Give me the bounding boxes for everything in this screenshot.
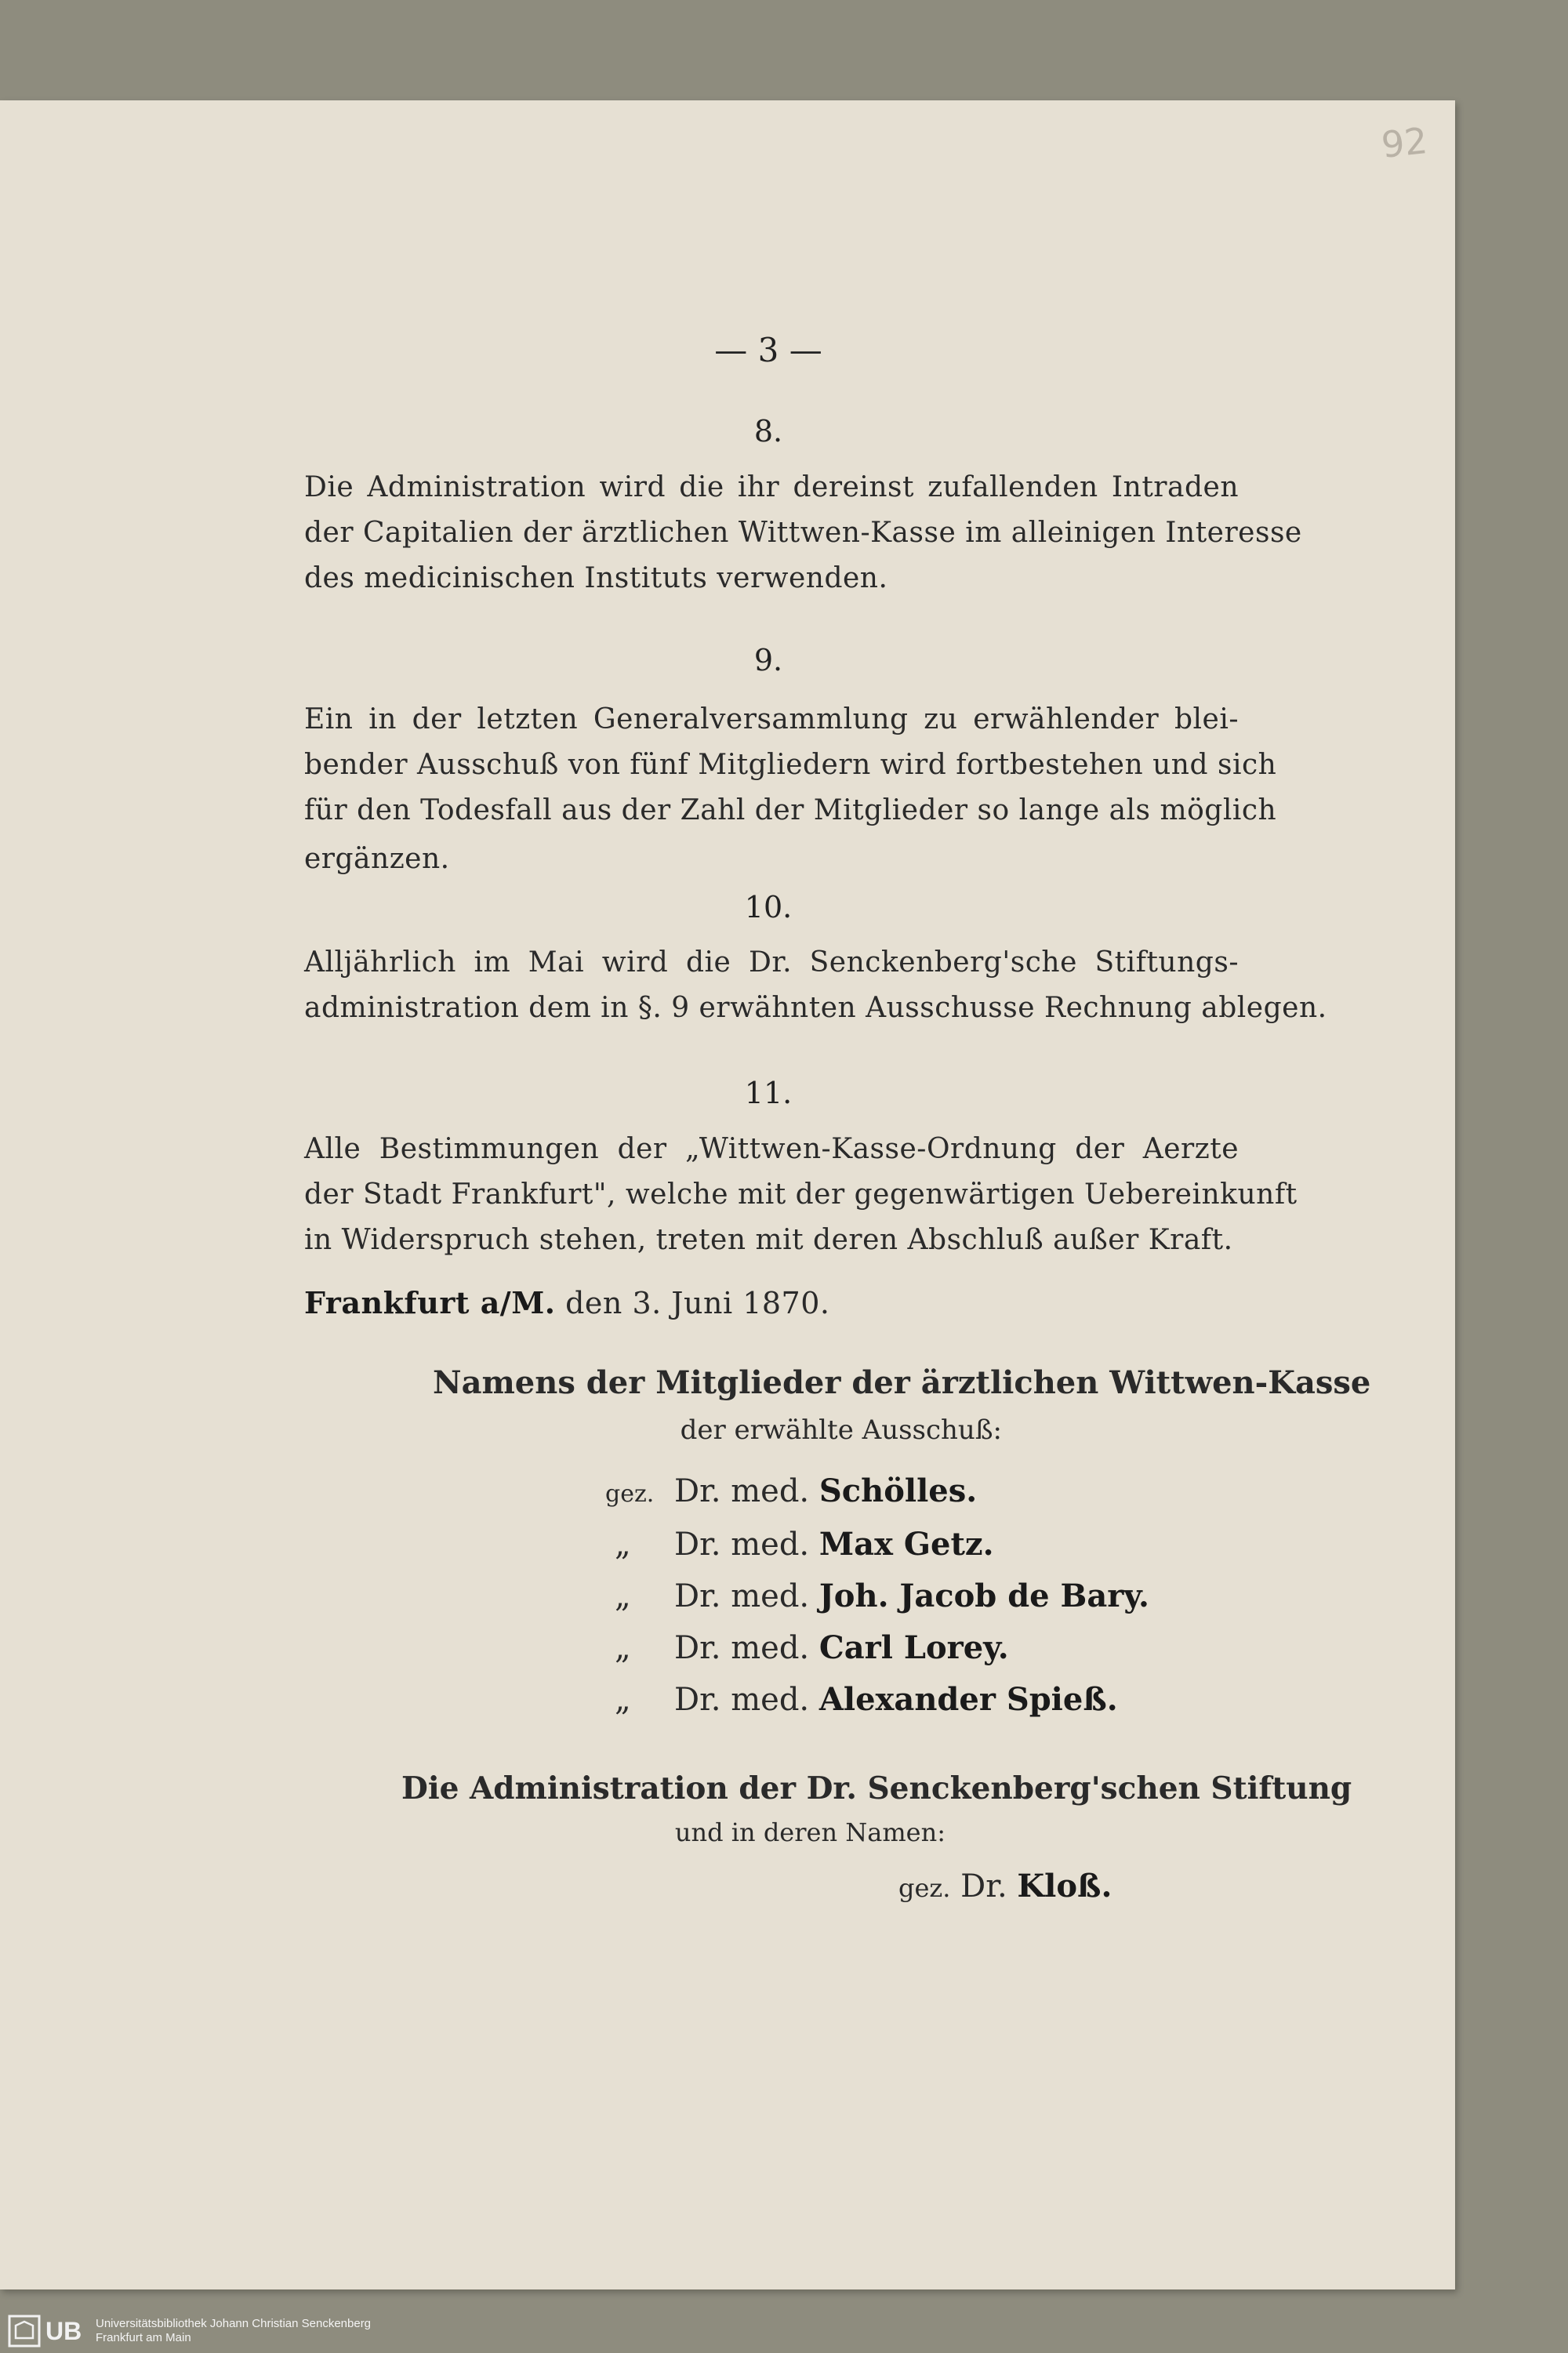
paragraph-line: der Stadt Frankfurt", welche mit der gegenwärtigen Uebereinkunft — [304, 1178, 1298, 1211]
administration-subheading: und in deren Namen: — [674, 1817, 946, 1847]
signatory-prefix: „ — [615, 1682, 631, 1718]
administration-heading: Die Administration der Dr. Senckenberg'schen Stiftung — [401, 1770, 1352, 1807]
signatory-row — [605, 1472, 977, 1509]
signatory-row — [615, 1578, 1149, 1614]
paragraph-line: der Capitalien der ärztlichen Wittwen-Kasse im alleinigen Interesse — [304, 517, 1302, 549]
signatory-prefix: „ — [615, 1630, 631, 1666]
date-line — [304, 1280, 1239, 1327]
paragraph-line: Die Administration wird die ihr dereinst zufallenden Intraden — [304, 471, 1239, 503]
pencil-page-mark: 92 — [1379, 119, 1430, 166]
signatory-name: Kloß. — [1017, 1868, 1112, 1905]
signatory-name: Max Getz. — [818, 1526, 994, 1563]
paragraph-line: des medicinischen Instituts verwenden. — [304, 562, 888, 594]
paragraph-line: bender Ausschuß von fünf Mitgliedern wird fortbestehen und sich — [304, 749, 1277, 781]
paragraph-line: administration dem in §. 9 erwähnten Ausschusse Rechnung ablegen. — [304, 992, 1327, 1024]
page-number: — 3 — — [714, 331, 822, 369]
section-number: 9. — [753, 643, 783, 677]
signatory-title: Dr. med. — [674, 1527, 810, 1563]
signatory-prefix: „ — [615, 1527, 631, 1563]
place-name: Frankfurt a/M. — [304, 1285, 556, 1320]
paragraph-line: in Widerspruch stehen, treten mit deren Abschluß außer Kraft. — [304, 1224, 1233, 1256]
signatory-prefix: gez. — [605, 1480, 655, 1508]
signatory-name: Joh. Jacob de Bary. — [818, 1578, 1149, 1614]
committee-subheading: der erwählte Ausschuß: — [680, 1414, 1002, 1446]
signatory-name: Alexander Spieß. — [818, 1681, 1118, 1718]
administration-signatory — [898, 1868, 1112, 1905]
footer-line-1: Universitätsbibliothek Johann Christian Senckenberg — [96, 2317, 372, 2330]
signatory-name: Carl Lorey. — [818, 1629, 1009, 1666]
signatory-title: Dr. med. — [674, 1682, 810, 1718]
paragraph-line: Alljährlich im Mai wird die Dr. Senckenberg'sche Stiftungs- — [304, 946, 1239, 979]
signatory-prefix: „ — [615, 1578, 631, 1614]
section-number: 11. — [744, 1076, 793, 1110]
footer-text — [96, 2317, 371, 2345]
paragraph-line: ergänzen. — [304, 843, 450, 875]
section-number: 10. — [744, 890, 793, 924]
paragraph-line: für den Todesfall aus der Zahl der Mitglieder so lange als möglich — [304, 794, 1277, 826]
paragraph-line: Ein in der letzten Generalversammlung zu erwählender blei- — [304, 703, 1239, 735]
ub-logo — [8, 2315, 91, 2348]
signatory-title: Dr. — [960, 1868, 1007, 1905]
library-footer — [0, 2310, 1568, 2353]
signatory-prefix: gez. — [898, 1873, 951, 1903]
signatory-name: Schölles. — [818, 1472, 978, 1509]
paragraph-line: Alle Bestimmungen der „Wittwen-Kasse-Ordnung der Aerzte — [304, 1133, 1239, 1165]
ub-logo-text: UB — [45, 2316, 82, 2345]
signatory-row — [615, 1629, 1009, 1666]
signatory-title: Dr. med. — [674, 1630, 810, 1666]
section-number: 8. — [753, 414, 783, 448]
committee-heading: Namens der Mitglieder der ärztlichen Wittwen-Kasse — [433, 1364, 1371, 1401]
date-text: den 3. Juni 1870. — [565, 1286, 830, 1320]
signatory-title: Dr. med. — [674, 1473, 810, 1509]
library-emblem-icon — [8, 2315, 41, 2348]
signatory-row — [615, 1681, 1118, 1718]
signatory-row — [615, 1526, 994, 1563]
footer-line-2: Frankfurt am Main — [96, 2331, 191, 2344]
signatory-title: Dr. med. — [674, 1578, 810, 1614]
